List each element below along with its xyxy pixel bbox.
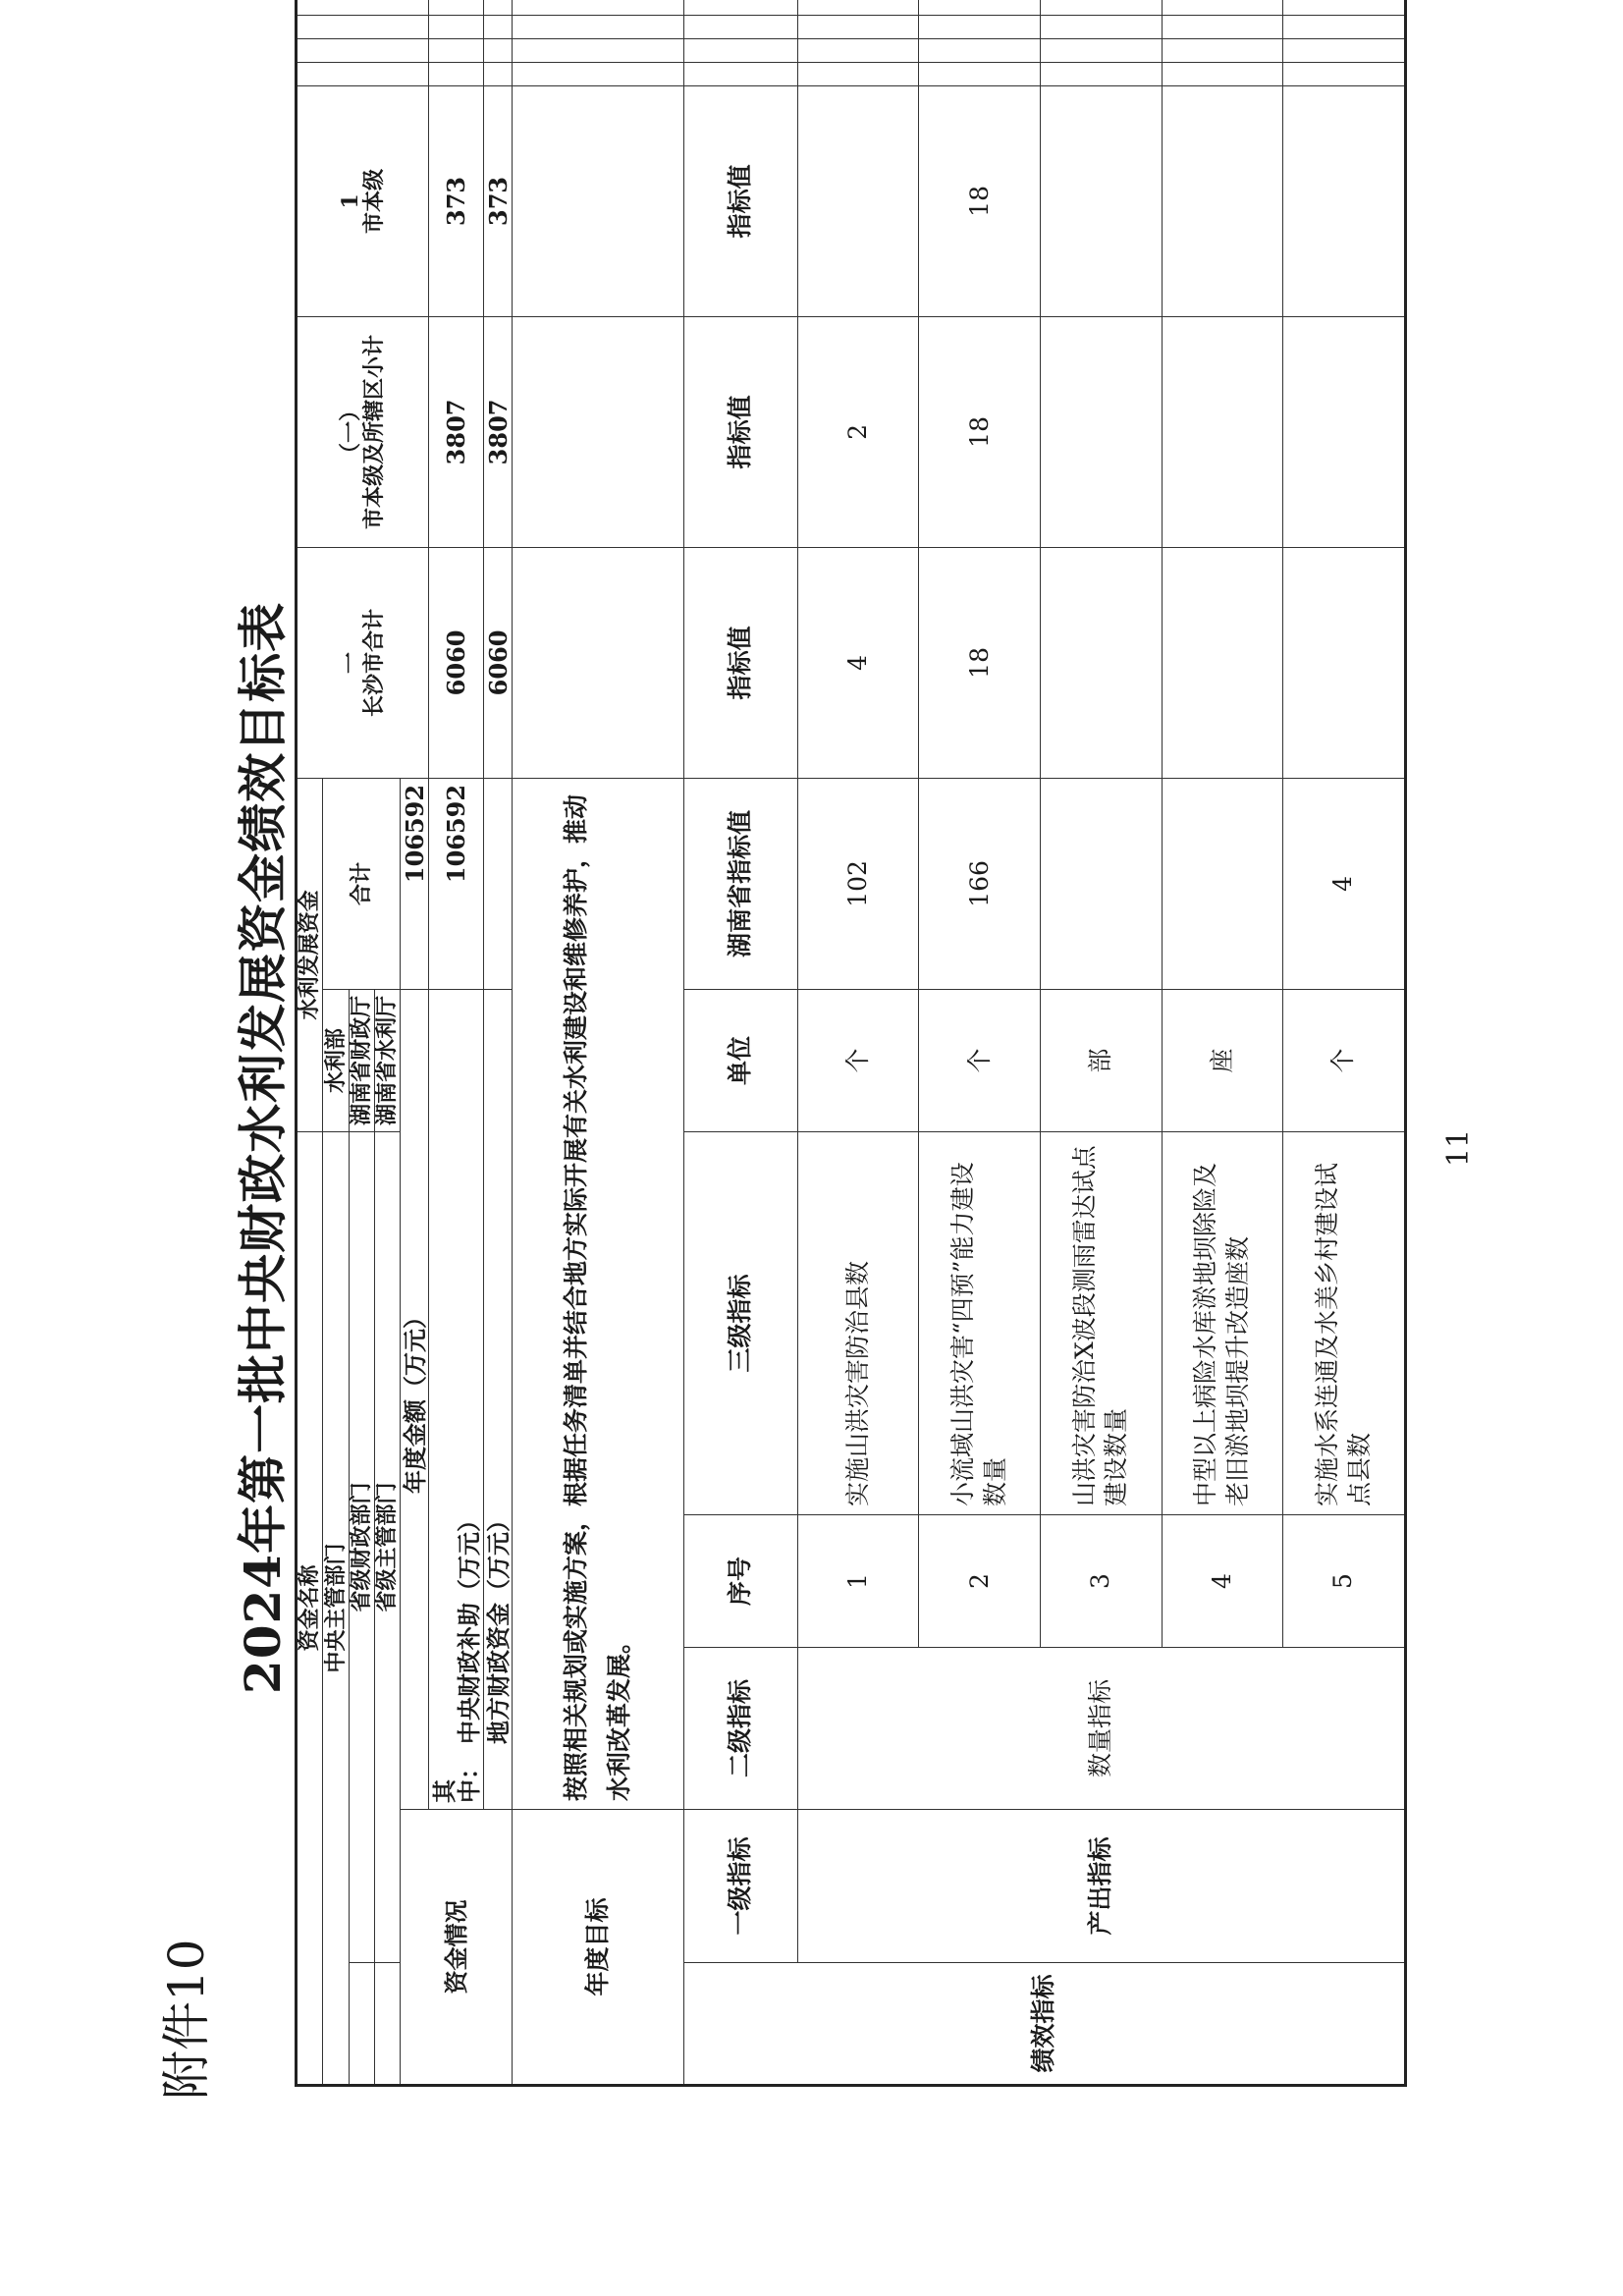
indicator-value-3: 18 bbox=[919, 85, 1041, 316]
page-number: 11 bbox=[1441, 1128, 1476, 1168]
central-subsidy-4 bbox=[484, 0, 513, 15]
level2-header: 二级指标 bbox=[683, 1648, 797, 1810]
indicator-value-3 bbox=[797, 85, 919, 316]
central-subsidy-3: 373 bbox=[484, 85, 513, 316]
indicator-value-3 bbox=[1283, 85, 1406, 316]
prov-finance-value: 湖南省财政厅 bbox=[349, 989, 374, 1131]
level1-output: 产出指标 bbox=[797, 1810, 1405, 1963]
indicator-unit: 座 bbox=[1162, 989, 1283, 1131]
central-subsidy-1: 6060 bbox=[484, 547, 513, 778]
indicator-value-1 bbox=[1283, 547, 1406, 778]
indicator-value-2 bbox=[1041, 316, 1163, 547]
indicator-hunan-value: 166 bbox=[919, 778, 1041, 989]
column-name-3: 市本级 bbox=[360, 168, 387, 234]
column-name-2: 市本级及所辖区小计 bbox=[360, 334, 387, 529]
fund-name-label: 资金名称 bbox=[297, 1131, 323, 2085]
total-local-funds bbox=[484, 778, 513, 989]
indicator-hunan-value: 4 bbox=[1283, 778, 1406, 989]
column-name-1: 长沙市合计 bbox=[360, 608, 387, 717]
seq-header: 序号 bbox=[683, 1515, 797, 1648]
prov-finance-label: 省级财政部门 bbox=[349, 1131, 374, 1962]
perf-indicators-label: 绩效指标 bbox=[683, 1963, 1405, 2086]
fund-name-row bbox=[297, 0, 323, 2086]
indicator-hunan-value: 102 bbox=[797, 778, 919, 989]
column-number-3: 1 bbox=[338, 193, 364, 209]
total-annual-amount: 106592 bbox=[401, 778, 429, 989]
indicator-value-3 bbox=[1041, 85, 1163, 316]
indicator-row bbox=[797, 0, 919, 2086]
local-funds-row bbox=[484, 0, 513, 2086]
level1-header: 一级指标 bbox=[683, 1810, 797, 1963]
value-header-2: 指标值 bbox=[683, 316, 797, 547]
level3-header: 三级指标 bbox=[683, 1131, 797, 1514]
fund-status-label: 资金情况 bbox=[401, 1810, 512, 2086]
central-dept-label: 中央主管部门 bbox=[323, 1131, 349, 2085]
indicator-hunan-value bbox=[1162, 778, 1283, 989]
indicator-seq: 3 bbox=[1041, 1515, 1163, 1648]
annual-amount-2: 3807 bbox=[429, 316, 484, 547]
indicator-unit: 部 bbox=[1041, 989, 1163, 1131]
column-header-2 bbox=[297, 316, 429, 547]
level2-quantity: 数量指标 bbox=[797, 1648, 1405, 1810]
column-number-2: （一） bbox=[338, 399, 364, 465]
central-subsidy-label: 中央财政补助（万元） bbox=[454, 1508, 483, 1744]
value-header-4 bbox=[683, 0, 797, 15]
column-number-1: 一 bbox=[338, 651, 364, 674]
indicator-header-row bbox=[683, 0, 797, 2086]
total-column-header: 合计 bbox=[323, 778, 401, 989]
annual-goal-text: 按照相关规划或实施方案，根据任务清单并结合地方实际开展有关水利建设和维修养护，推动水利改革发展。 bbox=[512, 778, 683, 1809]
indicator-seq: 4 bbox=[1162, 1515, 1283, 1648]
document-title: 2024年第一批中央财政水利发展资金绩效目标表 bbox=[234, 601, 292, 1695]
indicator-name: 实施水系连通及水美乡村建设试点县数 bbox=[1283, 1131, 1406, 1514]
indicator-value-4 bbox=[1041, 0, 1163, 15]
unit-header: 单位 bbox=[683, 989, 797, 1131]
indicator-name: 山洪灾害防治X波段测雨雷达试点建设数量 bbox=[1041, 1131, 1163, 1514]
indicator-name: 中型以上病险水库淤地坝除险及老旧淤地坝提升改造座数 bbox=[1162, 1131, 1283, 1514]
value-header-1: 指标值 bbox=[683, 547, 797, 778]
central-subsidy-2: 3807 bbox=[484, 316, 513, 547]
indicator-value-2 bbox=[1162, 316, 1283, 547]
column-header-1 bbox=[297, 547, 429, 778]
indicator-value-1 bbox=[1041, 547, 1163, 778]
central-dept-value: 水利部 bbox=[323, 989, 349, 1131]
column-header-3 bbox=[297, 85, 429, 316]
central-subsidy-row bbox=[429, 0, 484, 2086]
indicator-value-4 bbox=[919, 0, 1041, 15]
indicator-unit: 个 bbox=[919, 989, 1041, 1131]
among-prefix: 其中： bbox=[429, 1756, 483, 1803]
indicator-value-1: 4 bbox=[797, 547, 919, 778]
column-name-4 bbox=[363, 0, 386, 9]
local-funds-label-cell bbox=[484, 989, 513, 1809]
indicator-value-4 bbox=[1283, 0, 1406, 15]
annex-label: 附件10 bbox=[158, 1939, 215, 2100]
indicator-seq: 1 bbox=[797, 1515, 919, 1648]
local-funds-label: 地方财政资金（万元） bbox=[483, 1508, 513, 1744]
fund-name-value: 水利发展资金 bbox=[297, 778, 323, 1131]
indicator-unit: 个 bbox=[1283, 989, 1406, 1131]
central-subsidy-label-cell bbox=[429, 989, 484, 1809]
indicator-hunan-value bbox=[1041, 778, 1163, 989]
indicator-value-2: 2 bbox=[797, 316, 919, 547]
indicator-name: 小流域山洪灾害“四预”能力建设数量 bbox=[919, 1131, 1041, 1514]
indicator-value-2 bbox=[1283, 316, 1406, 547]
hunan-value-header: 湖南省指标值 bbox=[683, 778, 797, 989]
annual-goal-row bbox=[512, 0, 683, 2086]
indicator-value-2: 18 bbox=[919, 316, 1041, 547]
indicator-value-3 bbox=[1162, 85, 1283, 316]
annual-amount-4 bbox=[429, 0, 484, 15]
indicator-seq: 2 bbox=[919, 1515, 1041, 1648]
indicator-value-1 bbox=[1162, 547, 1283, 778]
annual-amount-1: 6060 bbox=[429, 547, 484, 778]
indicator-value-4 bbox=[797, 0, 919, 15]
indicator-seq: 5 bbox=[1283, 1515, 1406, 1648]
indicator-name: 实施山洪灾害防治县数 bbox=[797, 1131, 919, 1514]
indicator-unit: 个 bbox=[797, 989, 919, 1131]
column-number-4 bbox=[340, 0, 362, 9]
annual-amount-label: 年度金额（万元） bbox=[401, 989, 429, 1809]
annual-amount-3: 373 bbox=[429, 85, 484, 316]
prov-dept-value: 湖南省水利厅 bbox=[375, 989, 401, 1131]
value-header-3: 指标值 bbox=[683, 85, 797, 316]
performance-target-table bbox=[295, 0, 1407, 2087]
column-header-4 bbox=[297, 0, 429, 15]
prov-dept-label: 省级主管部门 bbox=[375, 1131, 401, 1962]
indicator-value-4 bbox=[1162, 0, 1283, 15]
annual-goal-label: 年度目标 bbox=[512, 1810, 683, 2086]
total-central-subsidy: 106592 bbox=[429, 778, 484, 989]
indicator-value-1: 18 bbox=[919, 547, 1041, 778]
